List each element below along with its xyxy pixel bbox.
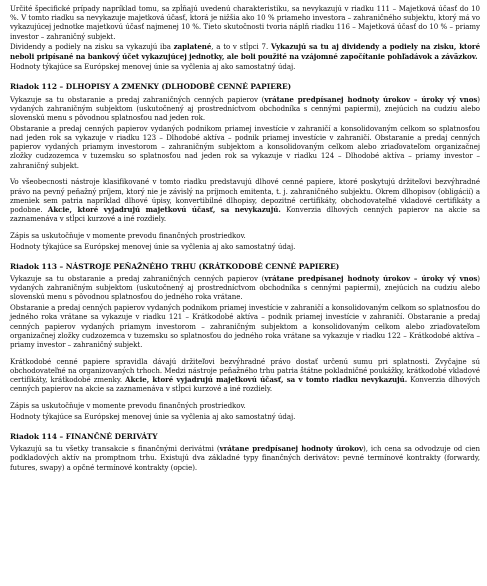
document-page — [10, 4, 480, 473]
paragraph-113-scope — [10, 274, 480, 302]
paragraph-113-instruments — [10, 357, 480, 394]
record-note-113: Zápis sa uskutočňuje v momente prevodu finančných prostriedkov. — [10, 401, 246, 411]
section-heading-113: Riadok 113 – NÁSTROJE PEŇAŽNÉHO TRHU (KRÁTKODOBÉ CENNÉ PAPIERE) — [10, 261, 340, 271]
paragraph-text: Vykazuje sa tu obstaranie a predaj zahraničných cenných papierov ( — [10, 94, 265, 104]
paragraph-text: ), ich cena sa odvodzuje od cien podkladových aktív na promptnom trhu. Existujú dva základné typy finančných derivátov: pevné termínové kontrakty (forwardy, futures, swapy) a opčné termínové kontrakty (opcie). — [10, 444, 480, 472]
paragraph-intro — [10, 4, 480, 41]
paragraph-text: Vykazuje sa tu obstaranie a predaj zahraničných cenných papierov ( — [10, 274, 265, 284]
emu-note-112: Hodnoty týkajúce sa Európskej menovej únie sa vyčlenia aj ako samostatný údaj. — [10, 241, 296, 251]
bold-text: vrátane predpísanej hodnoty úrokov – úroky vý vnos — [264, 94, 478, 104]
paragraph-text: Krátkodobé cenné papiere spravidla dávajú držiteľovi bezvýhradné právo dostať určenú sumu pri splatnosti. Zvyčajne sú obchodovateľné na organizovaných trhoch. Medzi nástroje peňažného trhu patria štátne pokladničné poukážky, krátkodobé vkladové certifikáty, krátkodobé zmenky. — [10, 356, 480, 385]
paragraph-112-scope — [10, 95, 480, 123]
bold-text: Akcie, ktoré vyjadrujú majetkovú účasť, sa nevykazujú. — [47, 205, 281, 215]
paragraph-text: Vo všeobecnosti nástroje klasifikované v tomto riadku predstavujú dlhové cenné papiere, ktoré poskytujú držiteľovi bezvýhradné právo na pevný peňažný príjem, ktorý nie je závislý na príjmoch emitenta, t. j. zahraničného subjektu. Okrem dlhopisov (obligácií) a zmeniek sem patria napríklad dlhové úpisy, konvertibilné dlhopisy, depozitné certifikáty, obchodovateľné vkladové certifikáty a podobne. — [10, 177, 480, 215]
paragraph-text: , a to v stĺpci 7. — [211, 42, 271, 52]
paragraph-113-direct-investment: Obstaranie a predaj cenných papierov vydaných podnikom priamej investície v zahraničí a konsolidovaným celkom so splatnosťou do jedného roka vrátane sa vykazuje v riadku 121 – Krátkodobé aktíva – podnik priamej investície v zahraničí. Obstaranie a predaj cenných papierov vydaných priamym investorom – zahraničným subjektom a konsolidovaným celkom alebo zriaďovateľom organizačnej zložky cudzozemca v tuzemsku so splatnosťou do jedného roka vrátane sa vykazuje v riadku 122 – Krátkodobé aktíva – priamy investor – zahraničný subjekt. — [10, 303, 480, 350]
bold-text: vrátane predpísanej hodnoty úrokov – úroky vý vnos — [264, 274, 478, 284]
paragraph-text: ) vydaných zahraničným subjektom (uskutočnený aj prostredníctvom obchodníka s cennými papiermi), znejúcich na cudziu alebo slovenskú menu s pôvodnou splatnosťou nad jeden rok. — [10, 94, 480, 123]
section-heading-114: Riadok 114 – FINANČNÉ DERIVÁTY — [10, 431, 158, 441]
paragraph-text: Konverzia dlhových cenných papierov na akcie sa zaznamenáva v stĺpci kurzové a iné rozdiely. — [10, 205, 480, 224]
paragraph-text: Vykazujú sa tu všetky transakcie s finančnými derivátmi ( — [10, 444, 220, 454]
paragraph-114-scope — [10, 444, 480, 472]
paragraph-text: Konverzia dlhových cenných papierov na akcie sa zaznamenáva v stĺpci kurzové a iné rozdiely. — [10, 375, 480, 394]
paragraph-text: ) vydaných zahraničným subjektom (uskutočnený aj prostredníctvom obchodníka s cennými papiermi), znejúcich na cudziu alebo slovenskú menu s pôvodnou splatnosťou do jedného roka vrátane. — [10, 274, 480, 302]
bold-text: Vykazujú sa tu aj dividendy a podiely na zisku, ktoré neboli pripísané na bankový účet vykazujúcej jednotky, ale boli použité na vzájomné započítanie pohľadávok a záväzkov. — [10, 42, 480, 61]
bold-text: zaplatené — [173, 42, 212, 52]
emu-note: Hodnoty týkajúce sa Európskej menovej únie sa vyčlenia aj ako samostatný údaj. — [10, 62, 296, 72]
paragraph-112-direct-investment: Obstaranie a predaj cenných papierov vydaných podnikom priamej investície v zahraničí a konsolidovaným celkom so splatnosťou nad jeden rok sa vykazuje v riadku 123 – Dlhodobé aktíva – podnik priamej investície v zahraničí. Obstaranie a predaj cenných papierov vydaných priamym investorom – zahraničným subjektom a konsolidovaným celkom alebo zriaďovateľom organizačnej zložky cudzozemca v tuzemsku so splatnosťou nad jeden rok sa vykazuje v riadku 124 – Dlhodobé aktíva – priamy investor – zahraničný subjekt. — [10, 123, 480, 170]
paragraph-dividends — [10, 42, 480, 60]
bold-text: vrátane predpísanej hodnoty úrokov — [219, 444, 363, 454]
paragraph-text: Určité špecifické prípady napríklad tomu, sa zpĺňajú uvedenú charakteristiku, sa nevykazujú v riadku 111 – Majetková účasť do 10 %. V tomto riadku sa nevykazuje majetková účasť, ktorá je nižšia ako 10 % priameho investora – zahraničného subjektu, ktorý má vo vykazujúcej jednotke majetkovú účasť najmenej 10 %. Tieto skutočnosti tvoria náplň riadku 116 – Majetková účasť do 10 % – priamy investor – zahraničný subjekt. — [10, 4, 480, 41]
emu-note-113: Hodnoty týkajúce sa Európskej menovej únie sa vyčlenia aj ako samostatný údaj. — [10, 412, 296, 422]
section-heading-112: Riadok 112 – DLHOPISY A ZMENKY (DLHODOBÉ CENNÉ PAPIERE) — [10, 82, 292, 92]
bold-text: Akcie, ktoré vyjadrujú majetkovú účasť, sa v tomto riadku nevykazujú. — [125, 375, 408, 385]
record-note-112: Zápis sa uskutočňuje v momente prevodu finančných prostriedkov. — [10, 231, 246, 241]
paragraph-text: Dividendy a podiely na zisku sa vykazujú iba — [10, 42, 174, 52]
paragraph-112-instruments — [10, 177, 480, 223]
